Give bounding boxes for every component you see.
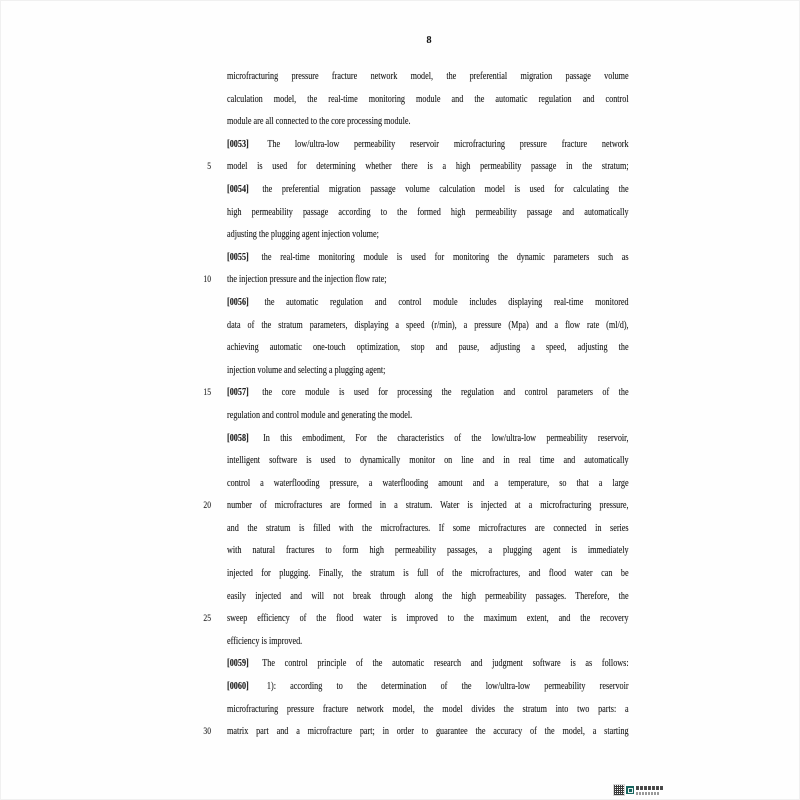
margin-line-number: 15 <box>203 388 211 399</box>
line-text: The low/ultra-low permeability reservoir microfracturing pressure fracture network <box>267 138 629 150</box>
text-line <box>227 405 629 428</box>
paragraph-marker: [0058] <box>227 432 249 444</box>
line-text: number of microfractures are formed in a stratum. Water is injected at a microfracturing pressure, <box>227 500 629 512</box>
text-line <box>227 66 629 89</box>
paragraph-marker: [0057] <box>227 387 249 399</box>
line-text: with natural fractures to form high permeability passages, a plugging agent is immediately <box>227 545 629 557</box>
text-line <box>227 337 629 360</box>
qr-code-icon <box>614 785 624 795</box>
text-line <box>227 540 629 563</box>
line-text: efficiency is improved. <box>227 635 303 647</box>
line-text: microfracturing pressure fracture network model, the model divides the stratum into two parts: a <box>227 703 629 715</box>
line-text: sweep efficiency of the flood water is improved to the maximum extent, and the recovery <box>227 613 629 625</box>
text-line <box>227 699 629 722</box>
text-line <box>227 315 629 338</box>
text-line <box>227 202 629 225</box>
text-line <box>227 518 629 541</box>
text-line <box>227 179 629 202</box>
text-line <box>227 586 629 609</box>
margin-line-number: 25 <box>203 614 211 625</box>
line-text: the preferential migration passage volume calculation model is used for calculating the <box>262 183 629 195</box>
margin-line-number: 5 <box>207 162 211 173</box>
text-line <box>227 247 629 270</box>
text-line <box>227 111 629 134</box>
text-line <box>227 224 629 247</box>
paragraph-marker: [0060] <box>227 681 249 693</box>
scan-watermark <box>614 785 663 795</box>
line-text: easily injected and will not break through along the high permeability passages. Therefore, the <box>227 590 629 602</box>
line-text: the core module is used for processing the regulation and control parameters of the <box>262 387 629 399</box>
line-text: the real-time monitoring module is used for monitoring the dynamic parameters such as <box>261 251 629 263</box>
body-text <box>203 66 629 744</box>
line-text: 1): according to the determination of the low/ultra-low permeability reservoir <box>266 681 629 693</box>
line-text: model is used for determining whether there is a high permeability passage in the stratum; <box>227 161 629 173</box>
watermark-text-line2 <box>636 792 660 795</box>
line-text: In this embodiment, For the characteristics of the low/ultra-low permeability reservoir, <box>263 432 629 444</box>
text-line <box>227 473 629 496</box>
line-text: and the stratum is filled with the microfractures. If some microfractures are connected in series <box>227 522 629 534</box>
text-line <box>227 676 629 699</box>
text-line <box>227 631 629 654</box>
line-text: the automatic regulation and control module includes displaying real-time monitored <box>264 296 629 308</box>
text-line <box>227 563 629 586</box>
watermark-text-line1 <box>636 786 663 790</box>
publisher-logo-icon <box>626 786 634 794</box>
line-text: the injection pressure and the injection flow rate; <box>227 274 387 286</box>
paragraph-marker: [0053] <box>227 138 249 150</box>
line-text: injection volume and selecting a plugging agent; <box>227 364 386 376</box>
line-text: microfracturing pressure fracture network model, the preferential migration passage volume <box>227 71 629 82</box>
text-line <box>227 653 629 676</box>
paragraph-marker: [0056] <box>227 296 249 308</box>
line-text: matrix part and a microfracture part; in order to guarantee the accuracy of the model, a starting <box>227 726 629 738</box>
text-line <box>227 428 629 451</box>
line-text: high permeability passage according to the formed high permeability passage and automatically <box>227 206 629 218</box>
text-line <box>203 495 629 518</box>
line-text: regulation and control module and generating the model. <box>227 409 413 421</box>
line-text: data of the stratum parameters, displaying a speed (r/min), a pressure (Mpa) and a flow rate (ml/d), <box>227 319 629 331</box>
text-line <box>207 156 629 179</box>
watermark-text <box>636 786 663 795</box>
text-line <box>227 292 629 315</box>
text-line <box>203 269 629 292</box>
line-text: adjusting the plugging agent injection volume; <box>227 229 379 241</box>
text-line <box>227 360 629 383</box>
paragraph-marker: [0055] <box>227 251 249 263</box>
line-text: module are all connected to the core processing module. <box>227 116 411 128</box>
text-line <box>203 382 629 405</box>
paragraph-marker: [0054] <box>227 183 249 195</box>
line-text: control a waterflooding pressure, a waterflooding amount and a temperature, so that a large <box>227 477 629 489</box>
text-line <box>227 89 629 112</box>
text-line <box>203 608 629 631</box>
line-text: achieving automatic one-touch optimization, stop and pause, adjusting a speed, adjusting the <box>227 342 629 354</box>
text-line <box>203 721 629 744</box>
text-line <box>227 450 629 473</box>
paragraph-marker: [0059] <box>227 658 249 670</box>
line-text: injected for plugging. Finally, the stratum is full of the microfractures, and flood water can be <box>227 568 629 580</box>
text-line <box>227 134 629 157</box>
line-text: intelligent software is used to dynamically monitor on line and in real time and automatically <box>227 455 629 467</box>
line-text: The control principle of the automatic research and judgment software is as follows: <box>262 658 629 670</box>
line-text: calculation model, the real-time monitoring module and the automatic regulation and control <box>227 93 629 105</box>
page-number: 8 <box>426 35 432 46</box>
margin-line-number: 10 <box>203 275 211 286</box>
margin-line-number: 20 <box>203 501 211 512</box>
margin-line-number: 30 <box>203 727 211 738</box>
